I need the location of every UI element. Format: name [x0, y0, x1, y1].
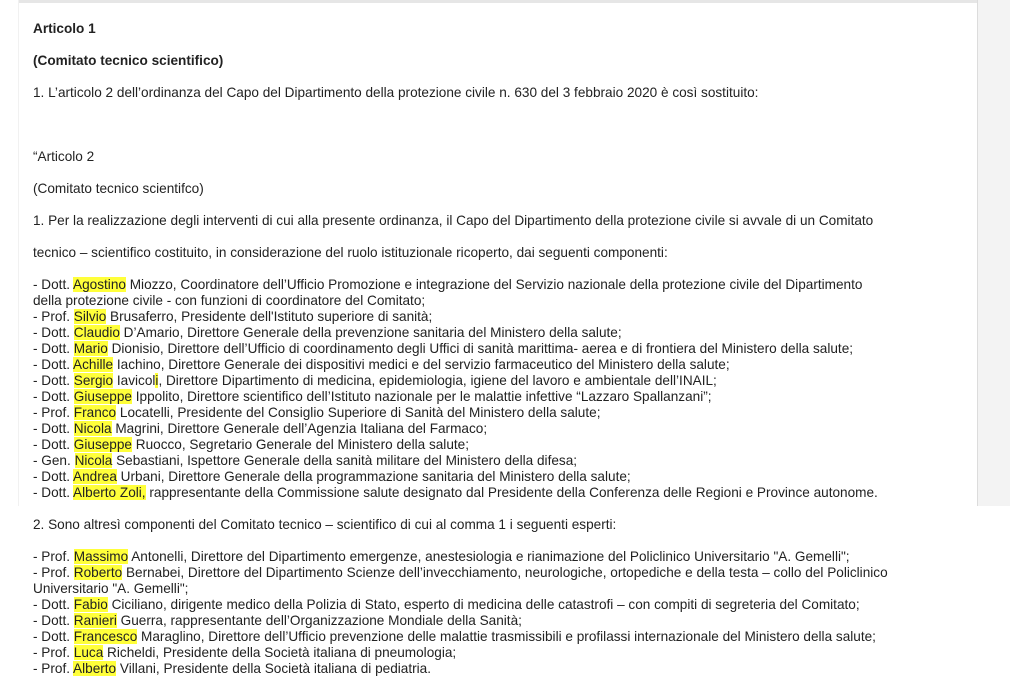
list-item-text: Miozzo, Coordinatore dell’Ufficio Promozione e integrazione del Servizio nazionale della protezione civile del Dipartimento	[125, 277, 863, 292]
scrollbar-gutter[interactable]	[977, 0, 1010, 506]
list-item	[33, 357, 968, 373]
highlighted-name: Nicola	[73, 421, 112, 436]
highlighted-name: Luca	[73, 645, 104, 660]
list-item-text: - Dott.	[33, 341, 74, 356]
article2-subtitle: (Comitato tecnico scientifco)	[33, 181, 204, 196]
list-item-text: Ruocco, Segretario Generale del Ministero della salute;	[132, 437, 470, 452]
list-item-text: Sebastiani, Ispettore Generale della sanità militare del Ministero della difesa;	[112, 453, 578, 468]
paragraph-1-line-1: 1. Per la realizzazione degli interventi di cui alla presente ordinanza, il Capo del Dipartimento della protezione civile si avvale di un Comitato	[33, 213, 874, 228]
highlighted-name: Francesco	[73, 629, 138, 644]
list-item-text: D’Amario, Direttore Generale della prevenzione sanitaria del Ministero della salute;	[119, 325, 622, 340]
list-item-text: - Dott.	[33, 437, 74, 452]
highlighted-name: Andrea	[73, 469, 117, 484]
list-item	[33, 325, 968, 341]
list-item-text: Magrini, Direttore Generale dell’Agenzia Italiana del Farmaco;	[111, 421, 488, 436]
list-item	[33, 645, 968, 661]
highlighted-name: Fabio	[73, 597, 108, 612]
list-item-text: della protezione civile - con funzioni di coordinatore del Comitato;	[33, 293, 426, 308]
highlighted-name: Franco	[73, 405, 117, 420]
list-item-text: Locatelli, Presidente del Consiglio Superiore di Sanità del Ministero della salute;	[116, 405, 601, 420]
list-item-text: Dionisio, Direttore dell’Ufficio di coordinamento degli Uffici di sanità marittima- aerea e di frontiera del Ministero della salute;	[107, 341, 854, 356]
list-item-text: Iachino, Direttore Generale dei dispositivi medici e del servizio farmaceutico del Ministero della salute;	[113, 357, 730, 372]
list-item-text: Ciciliano, dirigente medico della Polizia di Stato, esperto di medicina delle catastrofi – con compiti di segreteria del Comitato;	[107, 597, 860, 612]
list-item	[33, 453, 968, 469]
list-item-text: Maraglino, Direttore dell’Ufficio prevenzione delle malattie trasmissibili e profilassi internazionale del Ministero della salute;	[137, 629, 876, 644]
article-heading: Articolo 1	[33, 21, 96, 36]
list-item-text: - Dott.	[33, 485, 74, 500]
list-item-text: Bernabei, Direttore del Dipartimento Scienze dell’invecchiamento, neurologiche, ortopediche e della testa – collo del Policlinico	[122, 565, 888, 580]
article-subheading: (Comitato tecnico scientifico)	[33, 53, 224, 68]
list-item	[33, 597, 968, 613]
list-item-text: - Prof.	[33, 309, 74, 324]
top-border	[0, 0, 1010, 3]
list-item	[33, 581, 968, 597]
list-item	[33, 309, 968, 325]
highlighted-name: Giuseppe	[73, 437, 132, 452]
list-item	[33, 485, 968, 501]
highlighted-name: Achille	[73, 357, 114, 372]
list-item-text: - Dott.	[33, 469, 74, 484]
list-item	[33, 405, 968, 421]
list-item-text: - Dott.	[33, 357, 74, 372]
intro-paragraph: 1. L’articolo 2 dell’ordinanza del Capo del Dipartimento della protezione civile n. 630 del 3 febbraio 2020 è così sostituito:	[33, 85, 759, 100]
list-item-text: - Prof.	[33, 645, 74, 660]
list-item	[33, 389, 968, 405]
list-item-text: - Prof.	[33, 565, 74, 580]
document-body	[33, 5, 968, 693]
list-item	[33, 373, 968, 389]
highlighted-name: i	[155, 373, 159, 388]
list-item-text: Richeldi, Presidente della Società italiana di pneumologia;	[103, 645, 457, 660]
list-item-text: - Dott.	[33, 421, 74, 436]
list-item-text: - Gen.	[33, 453, 75, 468]
list-item	[33, 549, 968, 565]
list-item-text: Villani, Presidente della Società italiana di pediatria.	[116, 661, 431, 676]
members-list	[33, 277, 968, 501]
list-item-text: - Prof.	[33, 661, 74, 676]
paragraph-2: 2. Sono altresì componenti del Comitato tecnico – scientifico di cui al comma 1 i seguenti esperti:	[33, 517, 617, 532]
highlighted-name: Giuseppe	[73, 389, 132, 404]
highlighted-name: Mario	[73, 341, 108, 356]
highlighted-name: Alberto	[73, 661, 117, 676]
list-item-text: - Dott.	[33, 389, 74, 404]
list-item-text: - Dott.	[33, 629, 74, 644]
highlighted-name: Roberto	[73, 565, 123, 580]
list-item-text: , Direttore Dipartimento di medicina, epidemiologia, igiene del lavoro e ambientale dell’INAIL;	[158, 373, 717, 388]
list-item	[33, 565, 968, 581]
list-item	[33, 421, 968, 437]
list-item	[33, 629, 968, 645]
list-item-text: - Dott.	[33, 325, 74, 340]
spacer	[33, 117, 968, 133]
highlighted-name: Alberto Zoli,	[73, 485, 146, 500]
experts-list	[33, 549, 968, 677]
list-item-text: Universitario "A. Gemelli";	[33, 581, 189, 596]
list-item-text: - Dott.	[33, 597, 74, 612]
highlighted-name: Agostino	[73, 277, 126, 292]
list-item-text: - Dott.	[33, 373, 74, 388]
list-item	[33, 613, 968, 629]
list-item	[33, 437, 968, 453]
highlighted-name: Nicola	[74, 453, 113, 468]
list-item-text: - Prof.	[33, 405, 74, 420]
list-item-text: - Dott.	[33, 277, 74, 292]
list-item-text: - Dott.	[33, 613, 74, 628]
list-item-text: Antonelli, Direttore del Dipartimento emergenze, anestesiologia e rianimazione del Policlinico Universitario "A. Gemelli";	[128, 549, 850, 564]
list-item-text: - Prof.	[33, 549, 74, 564]
highlighted-name: Ranieri	[73, 613, 117, 628]
highlighted-name: Claudio	[73, 325, 120, 340]
highlighted-name: Silvio	[73, 309, 107, 324]
list-item-text: Brusaferro, Presidente dell'Istituto superiore di sanità;	[106, 309, 433, 324]
article2-title: “Articolo 2	[33, 149, 95, 164]
left-margin	[0, 0, 19, 506]
list-item-text: rappresentante della Commissione salute designato dal Presidente della Conferenza delle Regioni e Province autonome.	[145, 485, 878, 500]
highlighted-name: Massimo	[73, 549, 129, 564]
list-item-text: Urbani, Direttore Generale della programmazione sanitaria del Ministero della salute;	[116, 469, 631, 484]
list-item	[33, 661, 968, 677]
list-item	[33, 341, 968, 357]
list-item	[33, 469, 968, 485]
highlighted-name: Sergio	[73, 373, 114, 388]
list-item-text: Iavicol	[113, 373, 156, 388]
list-item-text: Ippolito, Direttore scientifico dell’Istituto nazionale per le malattie infettive “Lazzaro Spallanzani”;	[132, 389, 712, 404]
list-item	[33, 293, 968, 309]
list-item	[33, 277, 968, 293]
list-item-text: Guerra, rappresentante dell’Organizzazione Mondiale della Sanità;	[116, 613, 522, 628]
paragraph-1-line-2: tecnico – scientifico costituito, in considerazione del ruolo istituzionale ricoperto, dai seguenti componenti:	[33, 245, 668, 260]
